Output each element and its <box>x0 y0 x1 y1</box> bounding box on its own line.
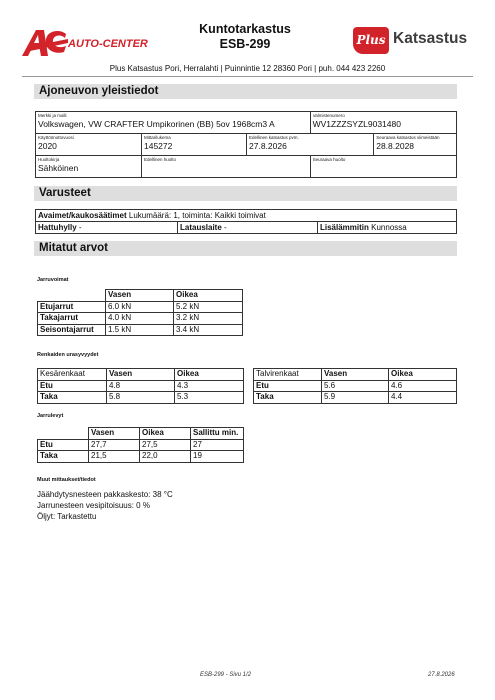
plus-badge: Plus <box>353 27 389 54</box>
summer-col-right: Oikea <box>175 369 244 381</box>
cell-left: 27,7 <box>89 439 140 451</box>
plus-katsastus-logo <box>353 27 475 54</box>
table-row <box>38 301 243 313</box>
brake-discs-col-left: Vasen <box>89 428 140 440</box>
footer-page-number: ESB-299 - Sivu 1/2 <box>200 672 252 678</box>
make-model-value: Volkswagen, VW CRAFTER Umpikorinen (BB) 5ov 1968cm3 A <box>38 119 275 129</box>
cell-right: 5.3 <box>175 392 244 404</box>
cell-min: 19 <box>191 451 244 463</box>
section-equipment: Varusteet <box>34 186 457 201</box>
next-inspection-cell <box>374 134 457 156</box>
prev-inspection-value: 27.8.2026 <box>249 141 287 151</box>
next-inspection-value: 28.8.2028 <box>376 141 415 151</box>
keys-label: Avaimet/kaukosäätimet <box>38 211 127 220</box>
first-reg-cell <box>36 134 142 156</box>
prev-inspection-cell <box>247 134 374 156</box>
vin-cell <box>310 112 456 134</box>
equipment-table <box>35 209 457 234</box>
table-row <box>38 313 243 325</box>
section-measured-values: Mitatut arvot <box>34 241 457 256</box>
table-row <box>38 324 243 336</box>
make-model-cell <box>36 112 311 134</box>
brake-force-title: Jarruvoimat <box>37 277 69 283</box>
auto-center-logo <box>22 26 152 58</box>
service-book-cell <box>36 156 142 178</box>
vin-label: Valmistenumero <box>312 113 345 118</box>
document-title: Kuntotarkastus <box>199 22 291 36</box>
make-model-label: Merkki ja malli <box>38 113 67 118</box>
vehicle-info-table <box>35 111 457 178</box>
row-label: Etu <box>38 439 89 451</box>
document-title-block <box>175 22 315 52</box>
cell-right: 5.2 kN <box>174 301 243 313</box>
section-vehicle-info: Ajoneuvon yleistiedot <box>34 84 457 99</box>
brake-discs-col-min: Sallittu min. <box>191 428 244 440</box>
heater-label: Lisälämmitin <box>320 223 369 232</box>
brake-force-col-right: Oikea <box>174 290 243 302</box>
cell-left: 1.5 kN <box>106 324 174 336</box>
list-item: Jarrunesteen vesipitoisuus: 0 % <box>37 500 150 510</box>
row-label: Taka <box>38 392 107 404</box>
cell-right: 3.4 kN <box>174 324 243 336</box>
cell-left: 6.0 kN <box>106 301 174 313</box>
cell-left: 5.6 <box>322 380 389 392</box>
header-divider <box>22 76 473 77</box>
next-service-cell <box>310 156 456 178</box>
other-measurements-title: Muut mittaukset/tiedot <box>37 477 96 483</box>
brake-force-table <box>37 289 243 336</box>
summer-tires-label: Kesärenkaat <box>38 369 107 381</box>
hat-shelf-cell <box>36 222 178 234</box>
service-book-label: Huoltokirja <box>38 157 60 162</box>
first-reg-value: 2020 <box>38 141 57 151</box>
row-label: Seisontajarrut <box>38 324 106 336</box>
list-item: Jäähdytysnesteen pakkaskesto: 38 °C <box>37 490 173 499</box>
cell-right: 4.4 <box>389 392 457 404</box>
keys-value: Lukumäärä: 1, toiminta: Kaikki toimivat <box>128 211 266 220</box>
table-row <box>38 439 244 451</box>
summer-tires-table <box>37 368 244 404</box>
list-item: Öljyt: Tarkastettu <box>37 511 97 521</box>
prev-service-label: Edellinen huolto <box>144 157 177 162</box>
cell-right: 4.3 <box>175 380 244 392</box>
winter-tires-table <box>253 368 457 404</box>
winter-tires-label: Talvirenkaat <box>254 369 322 381</box>
keys-cell <box>36 210 457 222</box>
vin-value: WV1ZZZSYZL9031480 <box>312 119 401 129</box>
brake-discs-col-right: Oikea <box>140 428 191 440</box>
row-label: Takajarrut <box>38 313 106 325</box>
table-row <box>38 451 244 463</box>
cell-right: 22,0 <box>140 451 191 463</box>
footer-date: 27.8.2026 <box>428 672 455 678</box>
prev-inspection-label: Edellinen katsastus pvm. <box>249 135 299 140</box>
odometer-label: Mittarilukema <box>144 135 171 140</box>
brake-force-corner <box>38 290 106 302</box>
first-reg-label: Käyttöönottovuosi <box>38 135 74 140</box>
row-label: Taka <box>254 392 322 404</box>
brake-force-col-left: Vasen <box>106 290 174 302</box>
cell-right: 4.6 <box>389 380 457 392</box>
hat-shelf-label: Hattuhylly <box>38 223 77 232</box>
cell-left: 5.9 <box>322 392 389 404</box>
row-label: Etu <box>38 380 107 392</box>
next-service-label: Seuraava huolto <box>312 157 346 162</box>
cell-left: 4.0 kN <box>106 313 174 325</box>
tread-depth-title: Renkaiden urasyvyydet <box>37 352 99 358</box>
row-label: Etu <box>254 380 322 392</box>
next-inspection-label: Seuraava katsastus viimeistään <box>376 135 440 140</box>
hat-shelf-value: - <box>78 223 82 232</box>
table-row <box>38 380 244 392</box>
brake-discs-corner <box>38 428 89 440</box>
row-label: Taka <box>38 451 89 463</box>
cell-min: 27 <box>191 439 244 451</box>
service-book-value: Sähköinen <box>38 163 79 173</box>
other-measurements-list <box>37 490 173 522</box>
charger-label: Latauslaite <box>180 223 222 232</box>
summer-col-left: Vasen <box>107 369 175 381</box>
table-row <box>38 392 244 404</box>
table-row <box>254 380 457 392</box>
brake-discs-title: Jarrulevyt <box>37 413 64 419</box>
cell-left: 21,5 <box>89 451 140 463</box>
odometer-value: 145272 <box>144 141 173 151</box>
odometer-cell <box>142 134 247 156</box>
cell-right: 27,5 <box>140 439 191 451</box>
charger-value: - <box>224 223 227 232</box>
table-row <box>254 392 457 404</box>
document-code: ESB-299 <box>219 37 271 51</box>
winter-col-left: Vasen <box>322 369 389 381</box>
katsastus-wordmark: Katsastus <box>393 30 468 47</box>
winter-col-right: Oikea <box>389 369 457 381</box>
auto-center-wordmark: AUTO-CENTER <box>68 38 148 50</box>
prev-service-cell <box>142 156 311 178</box>
brake-discs-table <box>37 427 244 463</box>
heater-cell <box>318 222 457 234</box>
charger-cell <box>178 222 318 234</box>
cell-left: 5.8 <box>107 392 175 404</box>
cell-right: 3.2 kN <box>174 313 243 325</box>
row-label: Etujarrut <box>38 301 106 313</box>
heater-value: Kunnossa <box>371 223 407 232</box>
cell-left: 4.8 <box>107 380 175 392</box>
station-address: Plus Katsastus Pori, Herralahti | Puinnintie 12 28360 Pori | puh. 044 423 2260 <box>109 64 386 73</box>
